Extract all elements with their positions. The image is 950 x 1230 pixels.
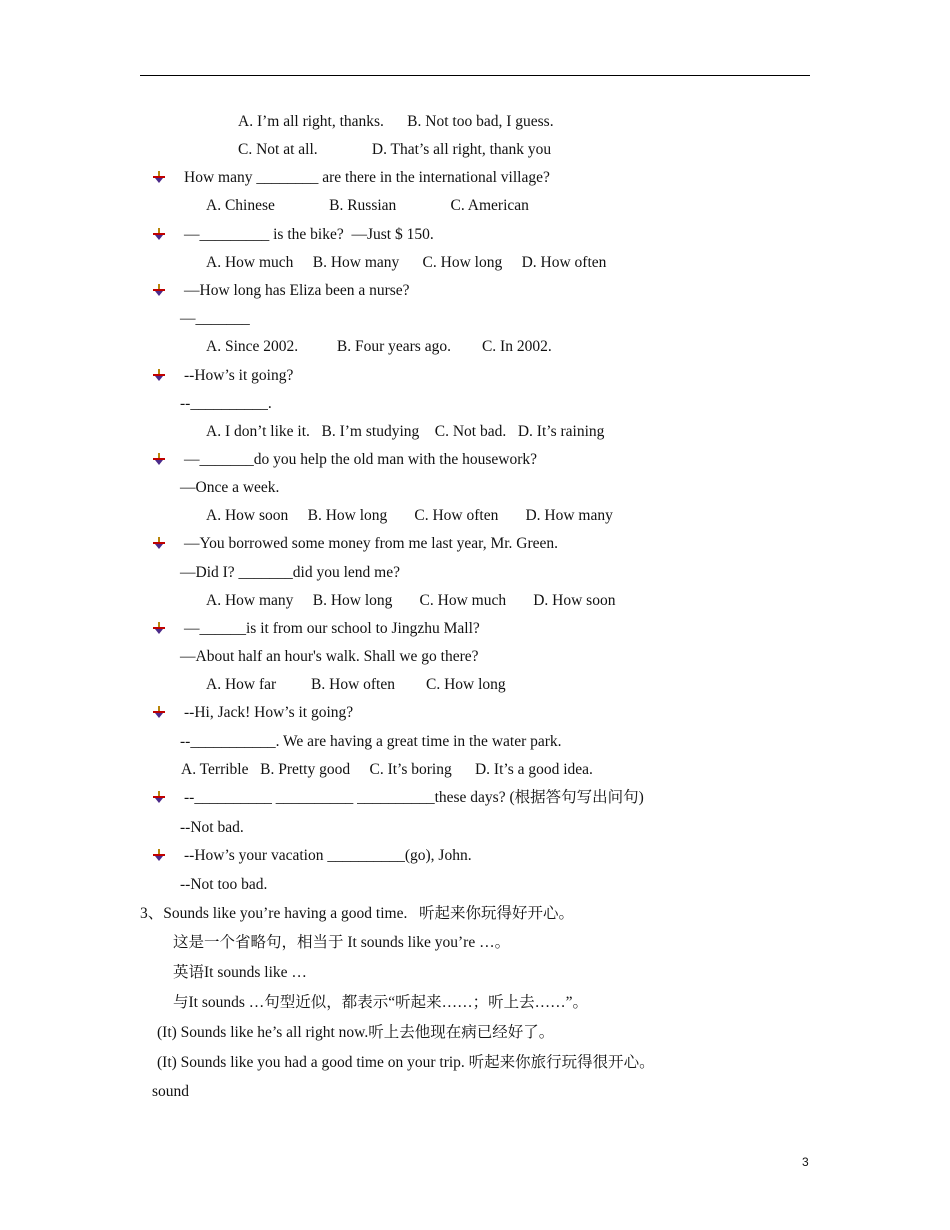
arrow-bullet-icon — [152, 368, 166, 382]
page-number: 3 — [802, 1155, 809, 1169]
answer-options: A. How soon B. How long C. How often D. How many — [206, 507, 613, 524]
arrow-bullet-icon — [152, 536, 166, 550]
header-rule — [140, 75, 810, 76]
answer-options: A. How many B. How long C. How much D. How soon — [206, 592, 616, 609]
example-sentence: (It) Sounds like you had a good time on your trip. 听起来你旅行玩得很开心。 — [157, 1054, 655, 1071]
arrow-bullet-icon — [152, 790, 166, 804]
dialogue-line: --__________. — [180, 395, 272, 412]
arrow-bullet-icon — [152, 848, 166, 862]
answer-options: A. Chinese B. Russian C. American — [206, 197, 529, 214]
answer-options: C. Not at all. D. That’s all right, thank you — [238, 141, 552, 158]
answer-options: A. Since 2002. B. Four years ago. C. In 2002. — [206, 338, 552, 355]
arrow-bullet-icon — [152, 452, 166, 466]
question-text: —______is it from our school to Jingzhu Mall? — [184, 620, 480, 637]
dialogue-line: --Not too bad. — [180, 876, 268, 893]
explanation-line: sound — [152, 1083, 190, 1100]
example-sentence: (It) Sounds like he’s all right now.听上去他现在病已经好了。 — [157, 1024, 555, 1041]
question-text: —_______do you help the old man with the housework? — [184, 451, 538, 468]
answer-options: A. How much B. How many C. How long D. How often — [206, 254, 607, 271]
arrow-bullet-icon — [152, 621, 166, 635]
dialogue-line: —About half an hour's walk. Shall we go there? — [180, 648, 479, 665]
question-text: —You borrowed some money from me last year, Mr. Green. — [184, 535, 559, 552]
question-text: How many ________ are there in the international village? — [184, 169, 550, 186]
explanation-line: 这是一个省略句，相当于 It sounds like you’re …。 — [173, 934, 511, 951]
dialogue-line: --Not bad. — [180, 819, 244, 836]
question-text: --How’s your vacation __________(go), John. — [184, 847, 472, 864]
section-heading: 3、Sounds like you’re having a good time. 听起来你玩得好开心。 — [140, 905, 574, 922]
dialogue-line: —Did I? _______did you lend me? — [180, 564, 400, 581]
question-text: --Hi, Jack! How’s it going? — [184, 704, 354, 721]
arrow-bullet-icon — [152, 283, 166, 297]
answer-options: A. I don’t like it. B. I’m studying C. Not bad. D. It’s raining — [206, 423, 605, 440]
explanation-line: 英语It sounds like … — [173, 964, 307, 981]
answer-options: A. I’m all right, thanks. B. Not too bad, I guess. — [238, 113, 554, 130]
dialogue-line: --___________. We are having a great time in the water park. — [180, 733, 562, 750]
dialogue-line: —Once a week. — [180, 479, 280, 496]
arrow-bullet-icon — [152, 170, 166, 184]
answer-options: A. How far B. How often C. How long — [206, 676, 506, 693]
arrow-bullet-icon — [152, 227, 166, 241]
explanation-line: 与It sounds …句型近似，都表示“听起来……；听上去……”。 — [173, 994, 589, 1011]
question-text: —How long has Eliza been a nurse? — [184, 282, 410, 299]
arrow-bullet-icon — [152, 705, 166, 719]
dialogue-line: —_______ — [180, 310, 250, 327]
question-text: —_________ is the bike? —Just $ 150. — [184, 226, 434, 243]
answer-options: A. Terrible B. Pretty good C. It’s boring D. It’s a good idea. — [181, 761, 593, 778]
question-text: --__________ __________ __________these days? (根据答句写出问句) — [184, 789, 644, 806]
question-text: --How’s it going? — [184, 367, 294, 384]
